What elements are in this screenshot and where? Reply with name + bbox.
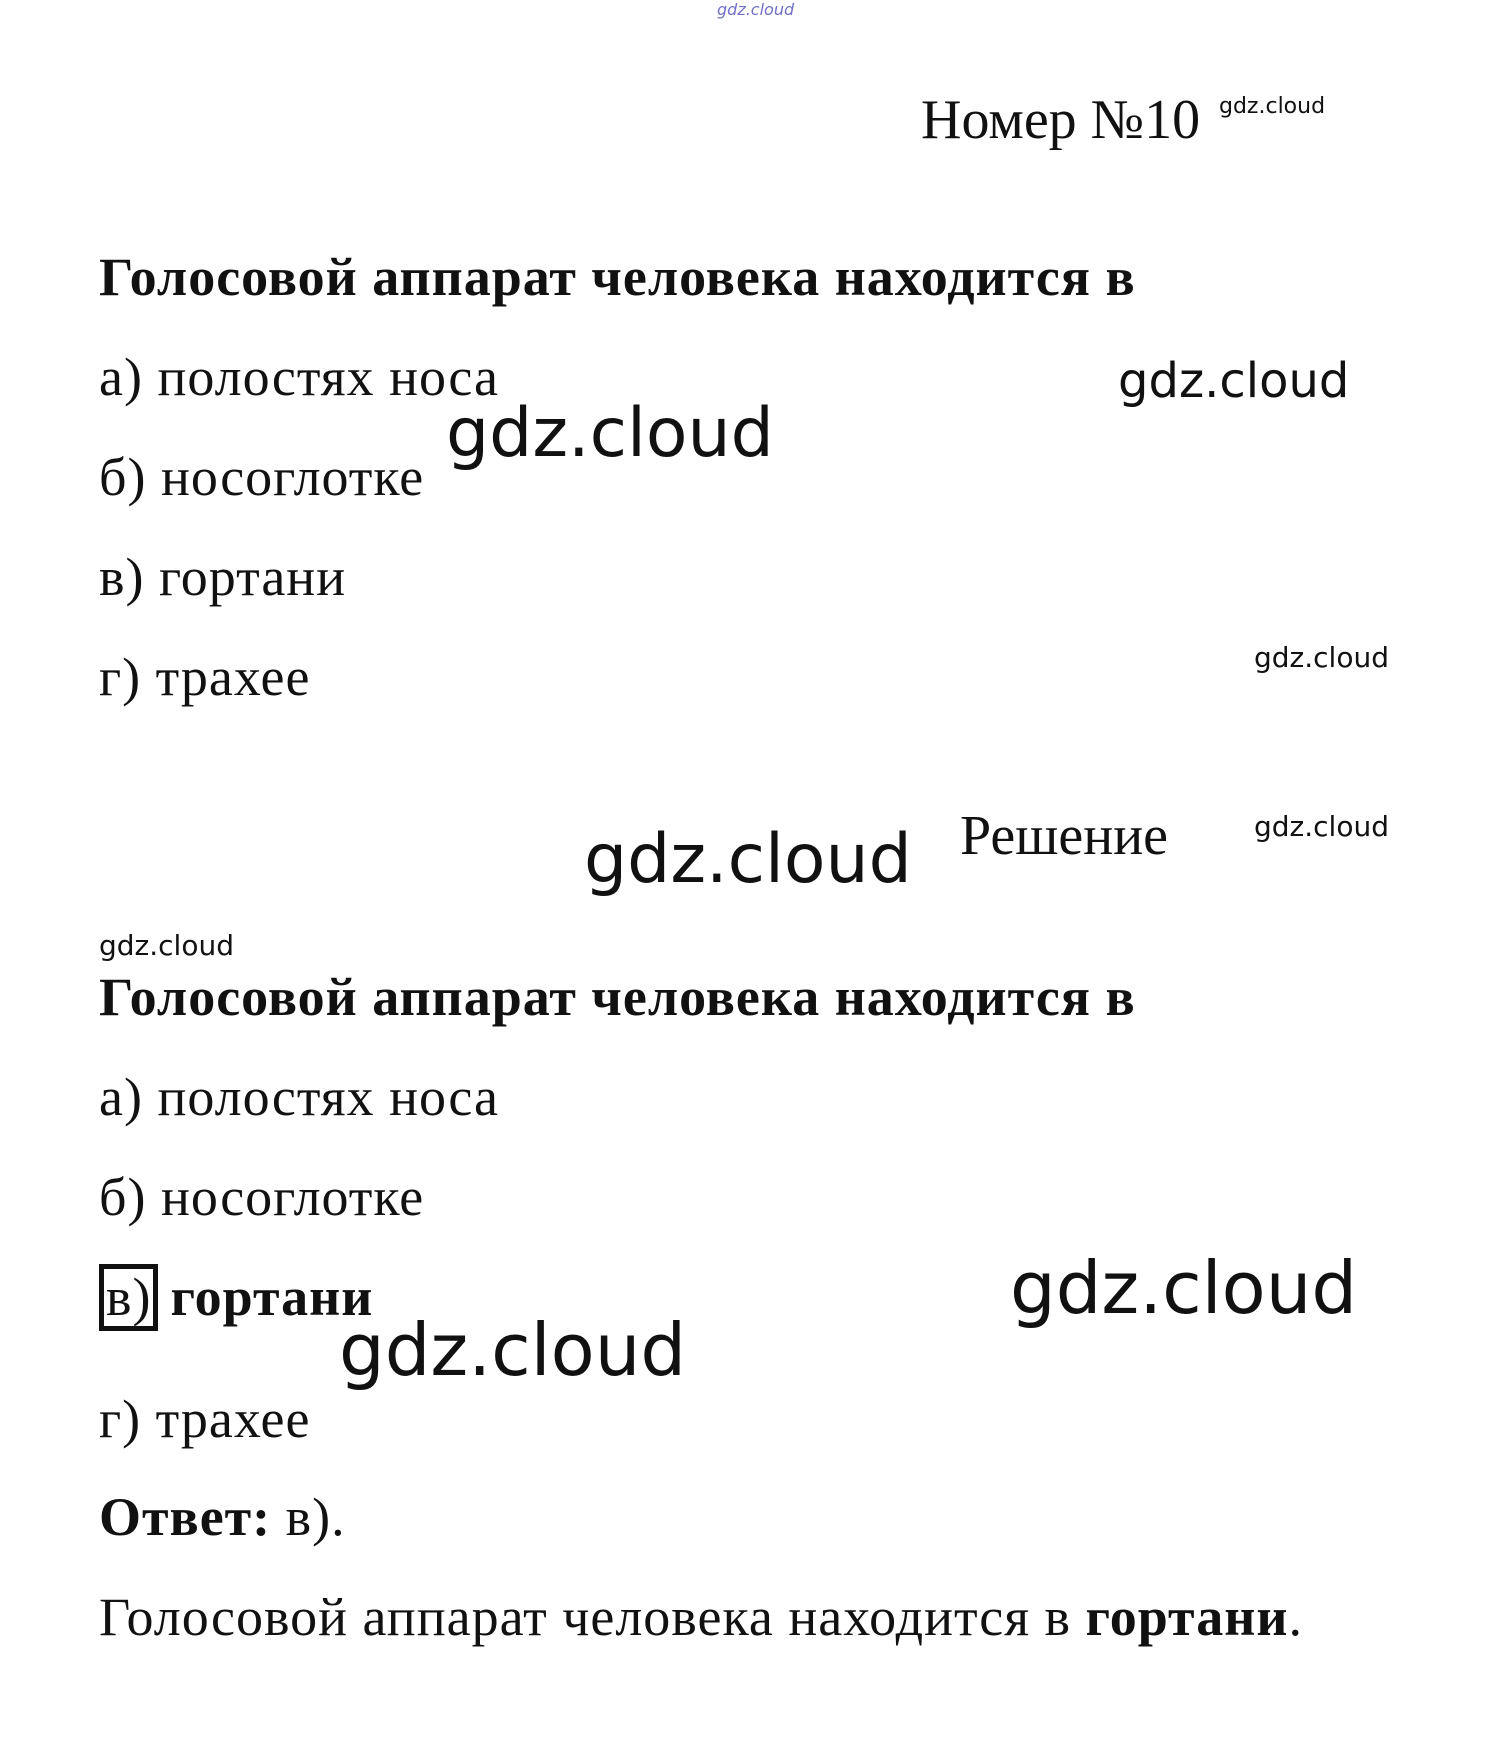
watermark: gdz.cloud [717,0,795,19]
conclusion-end: . [1288,1587,1303,1647]
answer-line [99,1487,346,1547]
watermark: gdz.cloud [1254,641,1389,674]
page-title: Номер №10 [921,89,1201,151]
answer-value: в). [271,1487,346,1547]
solution-title: Решение [960,805,1169,867]
conclusion-text: Голосовой аппарат человека находится в [99,1587,1086,1647]
watermark: gdz.cloud [1118,353,1350,409]
watermark: gdz.cloud [1219,94,1326,119]
conclusion [99,1587,1303,1647]
watermark: gdz.cloud [584,820,912,899]
solution-option-b: б) носоглотке [99,1167,425,1227]
solution-option-c [99,1264,373,1331]
solution-question-text: Голосовой аппарат человека находится в [99,967,1136,1027]
selected-answer-text: гортани [170,1267,374,1327]
watermark: gdz.cloud [99,929,234,962]
question-option-b: б) носоглотке [99,447,425,507]
watermark: gdz.cloud [1010,1246,1358,1330]
conclusion-bold: гортани [1085,1587,1289,1647]
selected-answer-box: в) [99,1264,158,1331]
question-option-a: а) полостях носа [99,347,499,407]
watermark: gdz.cloud [446,394,774,473]
watermark: gdz.cloud [1254,810,1389,843]
solution-option-a: а) полостях носа [99,1067,499,1127]
question-option-c: в) гортани [99,547,347,607]
question-text: Голосовой аппарат человека находится в [99,247,1136,307]
answer-label: Ответ: [99,1487,272,1547]
question-option-d: г) трахее [99,647,311,707]
watermark: gdz.cloud [339,1308,687,1392]
solution-option-d: г) трахее [99,1389,311,1449]
